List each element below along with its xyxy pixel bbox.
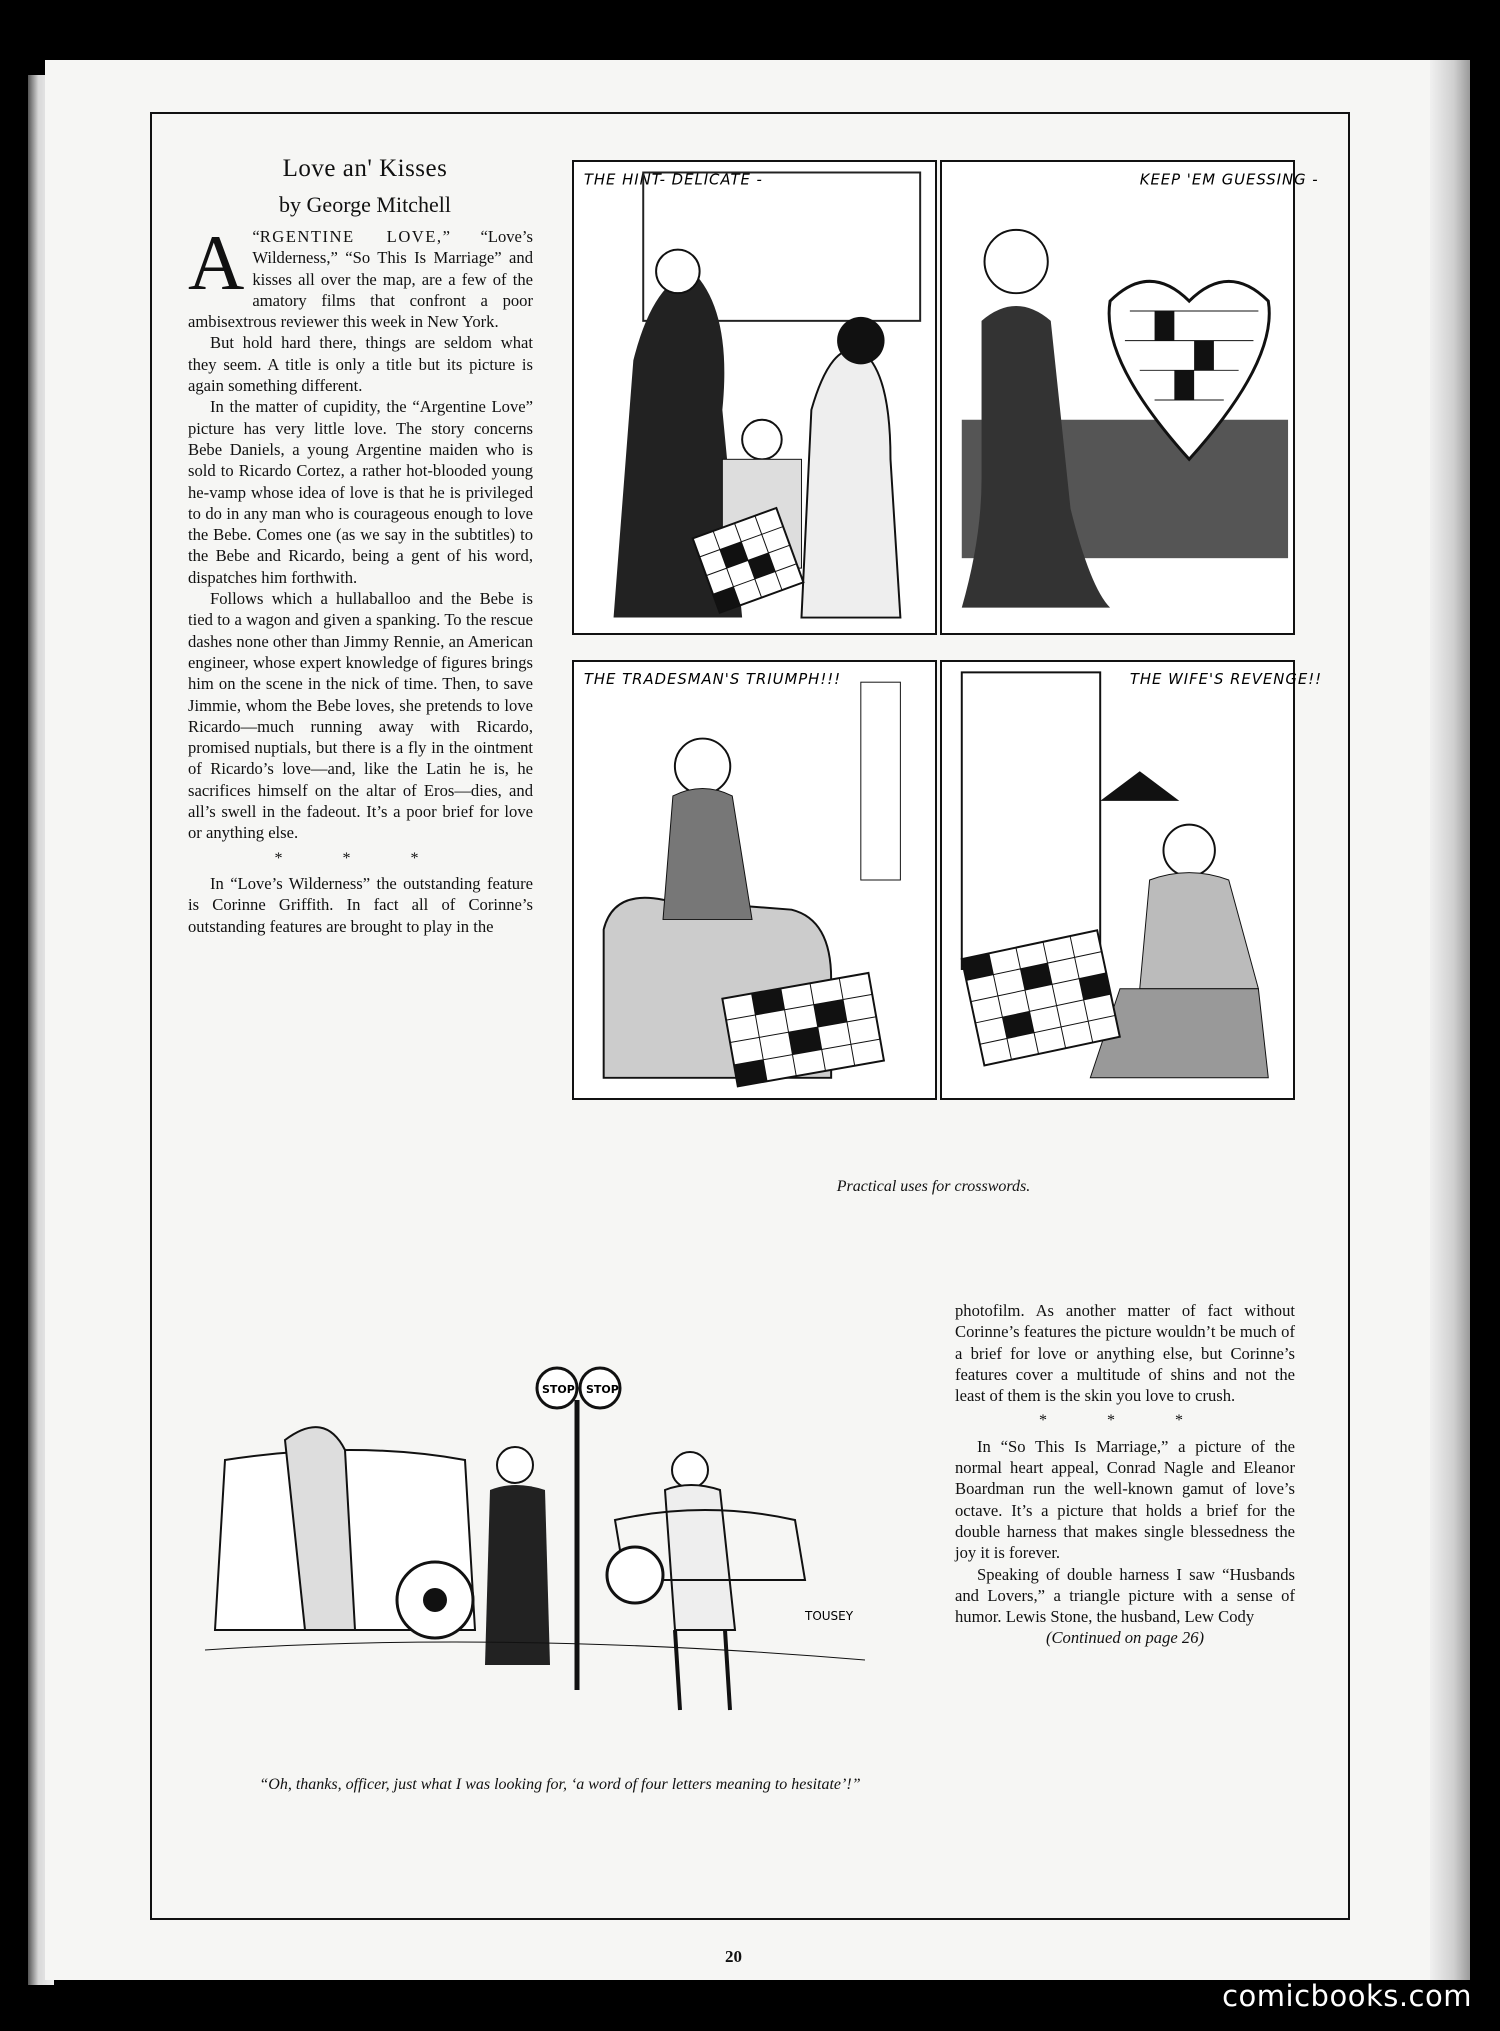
paragraph: photofilm. As another matter of fact without Corinne’s features the picture wouldn’t be much of a brief for love or anything else, but Corinne’s features cover a multitude of shins and not the least of them is the skin you love to crush. [955, 1301, 1295, 1406]
panel-label: THE HINT- DELICATE - [583, 171, 763, 189]
drop-cap: A [188, 219, 245, 306]
section-divider: * * * [1039, 1412, 1211, 1430]
cartoon-street-scene [205, 1330, 895, 1730]
paragraph: Speaking of double harness I saw “Husbands and Lovers,” a triangle picture with a sense of humor. Lewis Stone, the husband, Lew Cody [955, 1564, 1295, 1627]
paragraph: But hold hard there, things are seldom what they seem. A title is only a title but its picture is again something different. [188, 333, 533, 396]
cartoon-drawing [574, 162, 935, 633]
page-number: 20 [725, 1947, 742, 1966]
panel-label: THE TRADESMAN'S TRIUMPH!!! [583, 671, 842, 689]
panel-label: KEEP 'EM GUESSING - [1139, 171, 1319, 189]
article-column-1 [188, 219, 533, 937]
section-divider: * * * [274, 849, 447, 867]
article-title: Love an' Kisses [282, 155, 448, 182]
watermark: comicbooks.com [1222, 1979, 1472, 2013]
article-byline: by George Mitchell [279, 192, 451, 217]
cartoon-panel-keep-guessing [940, 160, 1319, 635]
article-column-2 [955, 1300, 1295, 1649]
cartoon-panel-hint [572, 160, 937, 635]
cartoon-drawing [205, 1330, 895, 1730]
cartoon-panel-wifes-revenge [940, 660, 1323, 1100]
paragraph: In the matter of cupidity, the “Argentine Love” picture has very little love. The story concerns Bebe Daniels, a young Argentine maiden who is sold to Ricardo Cortez, a rather hot-blooded young he-vamp whose idea of love is that he is privileged to do in any man who is courageous enough to love the Bebe. Comes one (as we say in the subtitles) to the Bebe and Ricardo, being a gent of his word, dispatches him forthwith. [188, 397, 533, 587]
stop-sign-text: STOP [542, 1383, 575, 1396]
crossword-caption: Practical uses for crosswords. [836, 1178, 1031, 1195]
panel-label: THE WIFE'S REVENGE!! [1129, 671, 1323, 689]
street-cartoon-caption: “Oh, thanks, officer, just what I was looking for, ‘a word of four letters meaning to hesitate’!” [259, 1776, 861, 1793]
cartoon-drawing [942, 662, 1323, 1098]
cartoon-panel-tradesman [572, 660, 937, 1100]
cartoon-drawing [574, 662, 935, 1098]
artist-signature: TOUSEY [805, 1609, 854, 1623]
paragraph: In “So This Is Marriage,” a picture of the normal heart appeal, Conrad Nagle and Eleanor Boardman run the well-known gamut of love’s octave. It’s a picture that holds a brief for the double harness that makes single blessedness the joy it is forever. [955, 1436, 1295, 1563]
paragraph: In “Love’s Wilderness” the outstanding feature is Corinne Griffith. In fact all of Corinne’s outstanding features are brought to play in the [188, 873, 533, 936]
paragraph-lead: “ A RGENTINE LOVE,” “Love’s Wilderness,” “So This Is Marriage” and kisses all over the map, are a few of the amatory films that confront a poor ambisextrous reviewer this week in New York. [188, 219, 533, 332]
binding-spine [1430, 60, 1470, 1980]
stop-sign-text: STOP [586, 1383, 619, 1396]
cartoon-drawing [942, 162, 1319, 633]
continued-note: (Continued on page 26) [1045, 1628, 1205, 1648]
paragraph: Follows which a hullaballoo and the Bebe is tied to a wagon and given a spanking. To the rescue dashes none other than Jimmy Rennie, an American engineer, whose expert knowledge of figures brings him on the scene in the nick of time. Then, to save Jimmie, whom the Bebe loves, she pretends to love Ricardo—much running away with Ricardo, promised nuptials, but there is a fly in the ointment of Ricardo’s love—and, like the Latin he is, he sacrifices himself on the altar of Eros—dies, and all’s swell in the fadeout. It’s a poor brief for love or anything else. [188, 589, 533, 843]
